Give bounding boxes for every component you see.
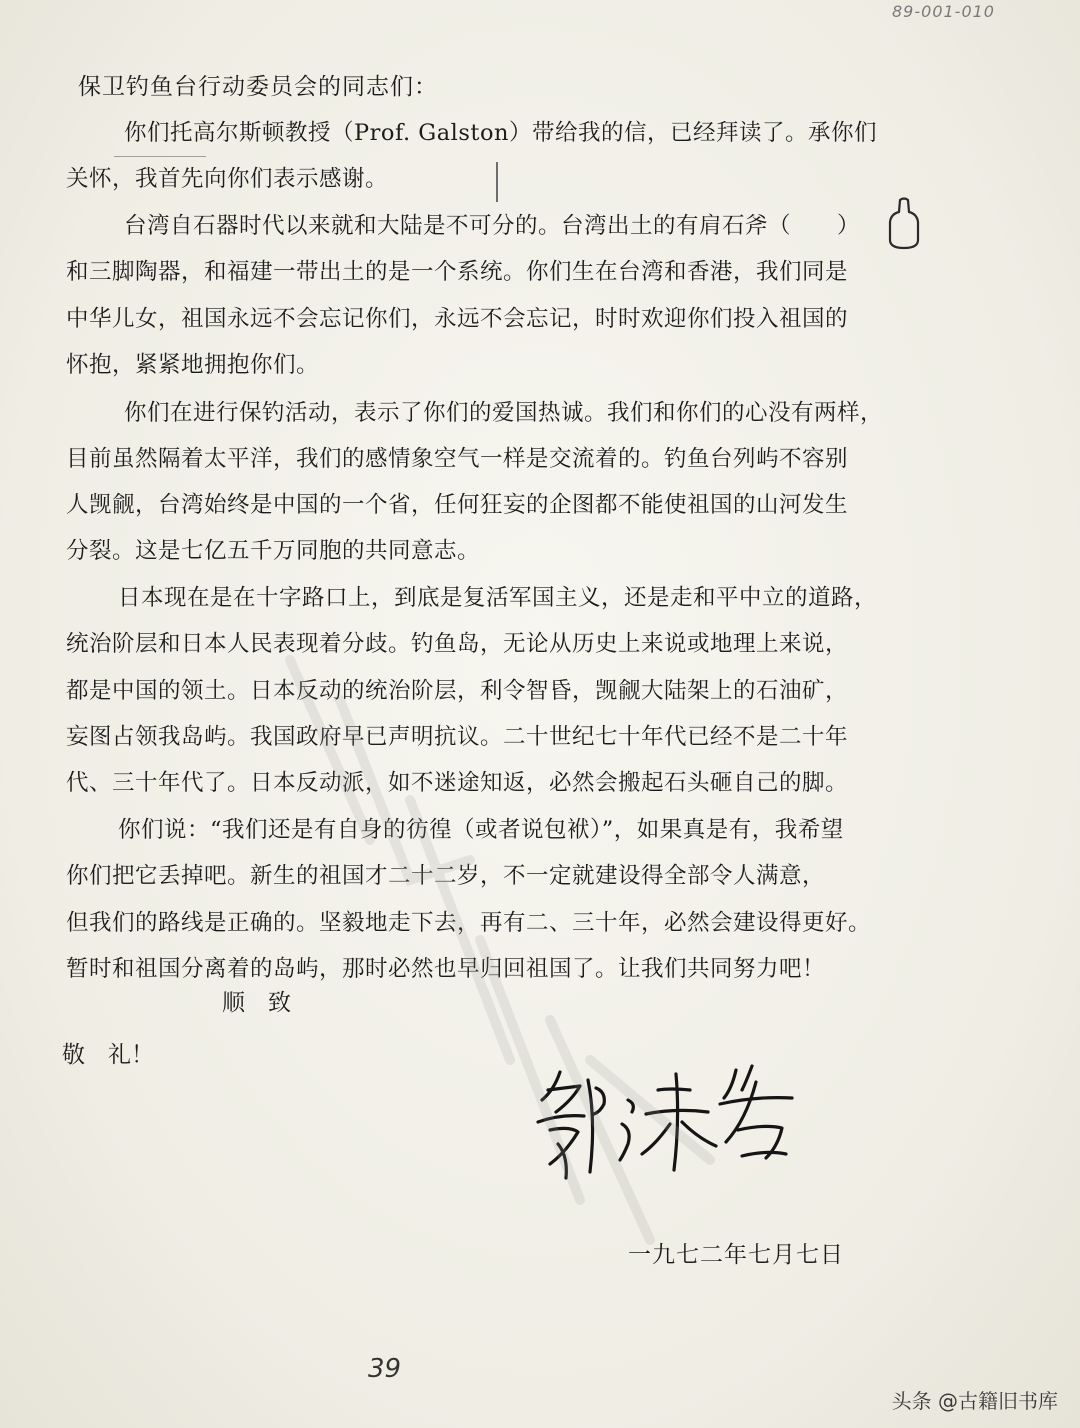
source-credit: 头条 @古籍旧书库 bbox=[891, 1389, 1058, 1413]
paragraph-4-line-2: 统治阶层和日本人民表现着分歧。钓鱼岛，无论从历史上来说或地理上来说， bbox=[66, 631, 849, 657]
paragraph-5-line-2: 你们把它丢掉吧。新生的祖国才二十二岁，不一定就建设得全部令人满意， bbox=[66, 863, 826, 889]
paragraph-4-line-4: 妄图占领我岛屿。我国政府早已声明抗议。二十世纪七十年代已经不是二十年 bbox=[66, 724, 849, 750]
paragraph-5-line-3: 但我们的路线是正确的。坚毅地走下去，再有二、三十年，必然会建设得更好。 bbox=[66, 910, 872, 936]
paragraph-5-line-1: 你们说：“我们还是有自身的彷徨（或者说包袱）”，如果真是有，我希望 bbox=[118, 817, 844, 843]
paragraph-2-line-2: 和三脚陶器，和福建一带出土的是一个系统。你们生在台湾和香港，我们同是 bbox=[66, 259, 849, 285]
paragraph-2-line-4: 怀抱，紧紧地拥抱你们。 bbox=[66, 352, 320, 378]
paragraph-4-line-5: 代、三十年代了。日本反动派，如不迷途知返，必然会搬起石头砸自己的脚。 bbox=[66, 770, 849, 796]
shouldered-stone-axe-icon bbox=[884, 196, 924, 250]
underline-mark bbox=[114, 156, 206, 157]
paragraph-4-line-3: 都是中国的领土。日本反动的统治阶层，利令智昏，觊觎大陆架上的石油矿， bbox=[66, 678, 849, 704]
paragraph-3-line-3: 人觊觎，台湾始终是中国的一个省，任何狂妄的企图都不能使祖国的山河发生 bbox=[66, 492, 849, 518]
paragraph-1-line-2: 关怀，我首先向你们表示感谢。 bbox=[66, 166, 389, 192]
paragraph-5-line-4: 暂时和祖国分离着的岛屿，那时必然也早归回祖国了。让我们共同努力吧！ bbox=[66, 956, 826, 982]
paragraph-3-line-4: 分裂。这是七亿五千万同胞的共同意志。 bbox=[66, 538, 481, 564]
paragraph-3-line-2: 目前虽然隔着太平洋，我们的感情象空气一样是交流着的。钓鱼台列屿不容别 bbox=[66, 446, 849, 472]
closing-line-1: 顺 致 bbox=[222, 990, 291, 1016]
letter-salutation: 保卫钓鱼台行动委员会的同志们： bbox=[78, 74, 438, 100]
closing-line-2: 敬 礼！ bbox=[62, 1042, 154, 1068]
paragraph-4-line-1: 日本现在是在十字路口上，到底是复活军国主义，还是走和平中立的道路， bbox=[118, 585, 878, 611]
paragraph-2-line-3: 中华儿女，祖国永远不会忘记你们，永远不会忘记，时时欢迎你们投入祖国的 bbox=[66, 306, 849, 332]
paragraph-1-line-1: 你们托高尔斯顿教授（Prof. Galston）带给我的信，已经拜读了。承你们 bbox=[124, 120, 877, 146]
paragraph-2-line-1: 台湾自石器时代以来就和大陆是不可分的。台湾出土的有肩石斧（ ） bbox=[124, 213, 861, 239]
margin-mark bbox=[496, 162, 498, 202]
archive-number: 89-001-010 bbox=[892, 2, 995, 21]
paragraph-3-line-1: 你们在进行保钓活动，表示了你们的爱国热诚。我们和你们的心没有两样， bbox=[124, 400, 884, 426]
handwritten-signature bbox=[520, 1060, 810, 1190]
page-number: 39 bbox=[368, 1354, 402, 1384]
letter-date: 一九七二年七月七日 bbox=[628, 1242, 844, 1268]
